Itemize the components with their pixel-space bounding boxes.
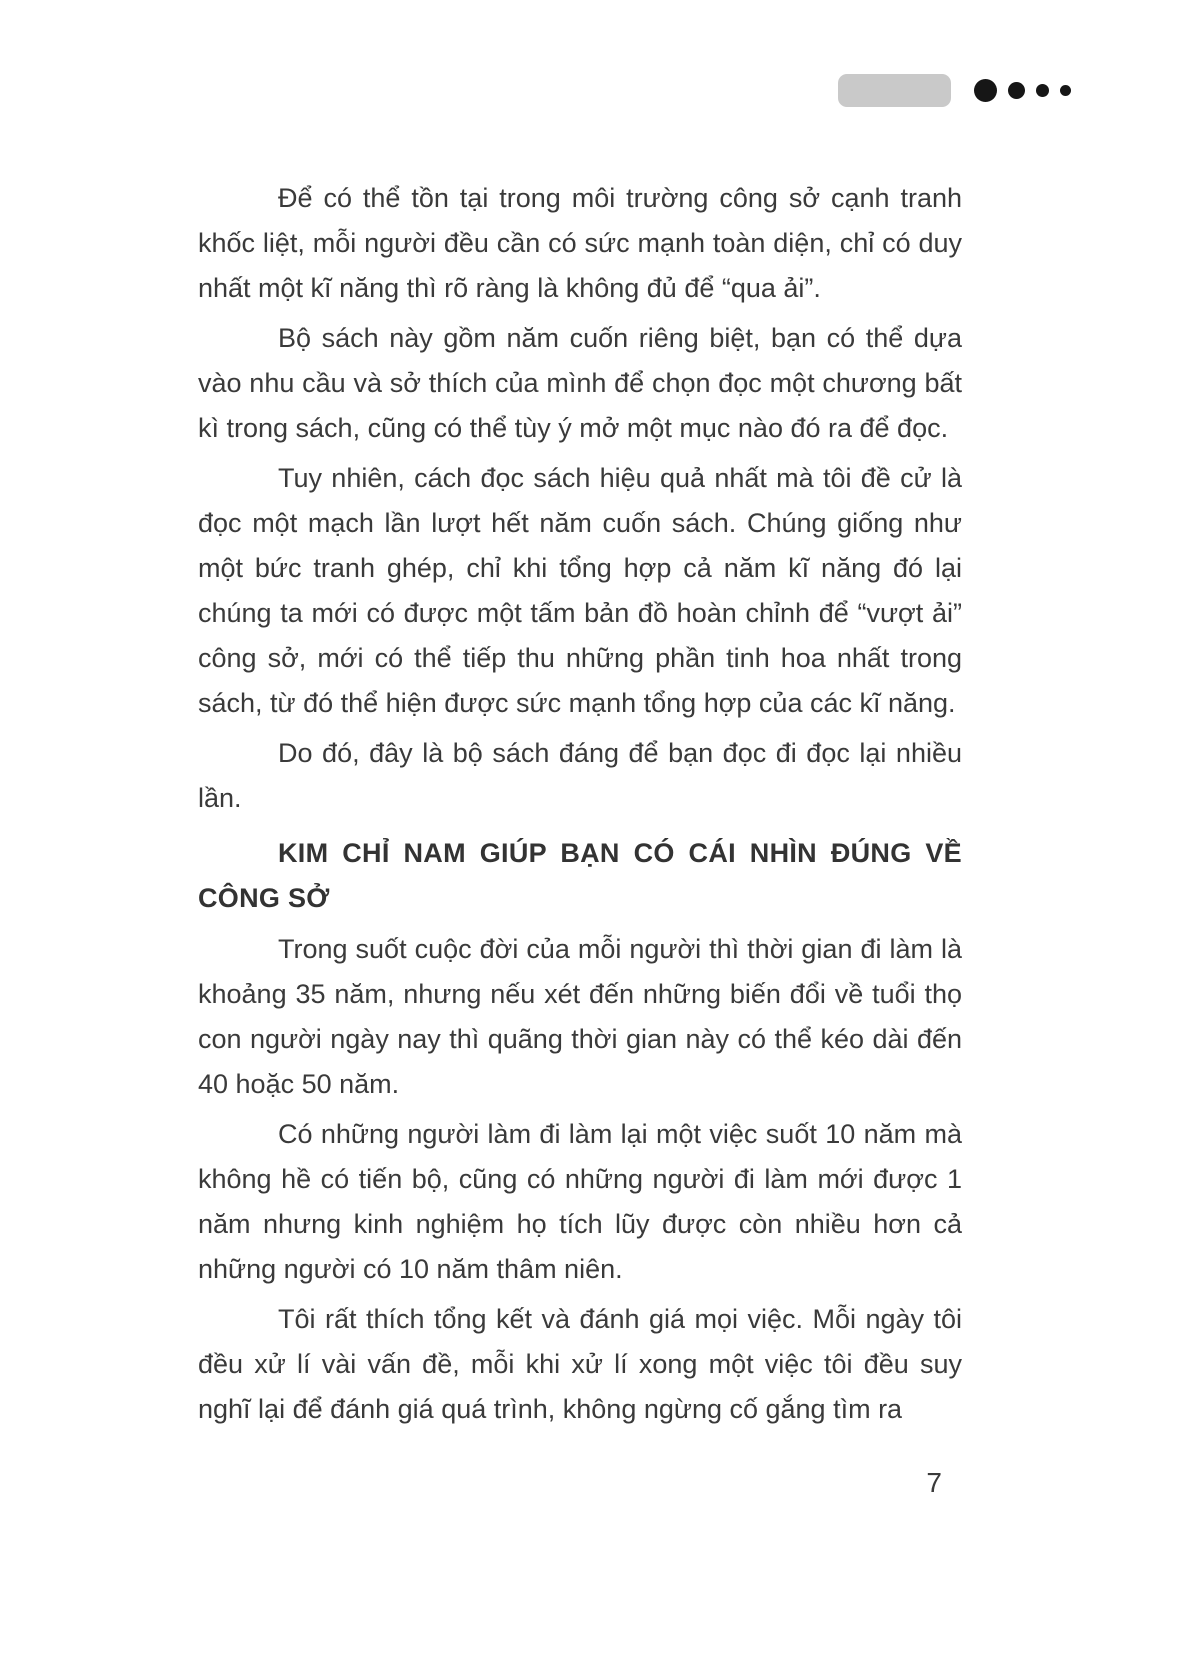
- dot-icon: [1008, 82, 1025, 99]
- section-heading: KIM CHỈ NAM GIÚP BẠN CÓ CÁI NHÌN ĐÚNG VỀ CÔNG SỞ: [198, 838, 962, 913]
- dot-icon: [974, 79, 997, 102]
- paragraph: Tôi rất thích tổng kết và đánh giá mọi việc. Mỗi ngày tôi đều xử lí vài vấn đề, mỗi khi xử lí xong một việc tôi đều suy nghĩ lại để đánh giá quá trình, không ngừng cố gắng tìm ra: [198, 1304, 962, 1424]
- header-decoration: [838, 74, 1071, 107]
- dot-icon: [1060, 85, 1071, 96]
- page-number: 7: [926, 1467, 942, 1498]
- header-pill: [838, 74, 951, 107]
- paragraph: Tuy nhiên, cách đọc sách hiệu quả nhất mà tôi đề cử là đọc một mạch lần lượt hết năm cuốn sách. Chúng giống như một bức tranh ghép, chỉ khi tổng hợp cả năm kĩ năng đó lại chúng ta mới có được một tấm bản đồ hoàn chỉnh để “vượt ải” công sở, mới có thể tiếp thu những phần tinh hoa nhất trong sách, từ đó thể hiện được sức mạnh tổng hợp của các kĩ năng.: [198, 463, 962, 718]
- paragraph: Có những người làm đi làm lại một việc suốt 10 năm mà không hề có tiến bộ, cũng có những người đi làm mới được 1 năm nhưng kinh nghiệm họ tích lũy được còn nhiều hơn cả những người có 10 năm thâm niên.: [198, 1119, 962, 1284]
- page-content: [198, 176, 962, 1505]
- dot-icon: [1036, 84, 1049, 97]
- paragraph: Để có thể tồn tại trong môi trường công sở cạnh tranh khốc liệt, mỗi người đều cần có sức mạnh toàn diện, chỉ có duy nhất một kĩ năng thì rõ ràng là không đủ để “qua ải”.: [198, 183, 962, 303]
- paragraph: Bộ sách này gồm năm cuốn riêng biệt, bạn có thể dựa vào nhu cầu và sở thích của mình để chọn đọc một chương bất kì trong sách, cũng có thể tùy ý mở một mục nào đó ra để đọc.: [198, 323, 962, 443]
- paragraph: Trong suốt cuộc đời của mỗi người thì thời gian đi làm là khoảng 35 năm, nhưng nếu xét đến những biến đổi về tuổi thọ con người ngày nay thì quãng thời gian này có thể kéo dài đến 40 hoặc 50 năm.: [198, 934, 962, 1099]
- paragraph: Do đó, đây là bộ sách đáng để bạn đọc đi đọc lại nhiều lần.: [198, 738, 962, 813]
